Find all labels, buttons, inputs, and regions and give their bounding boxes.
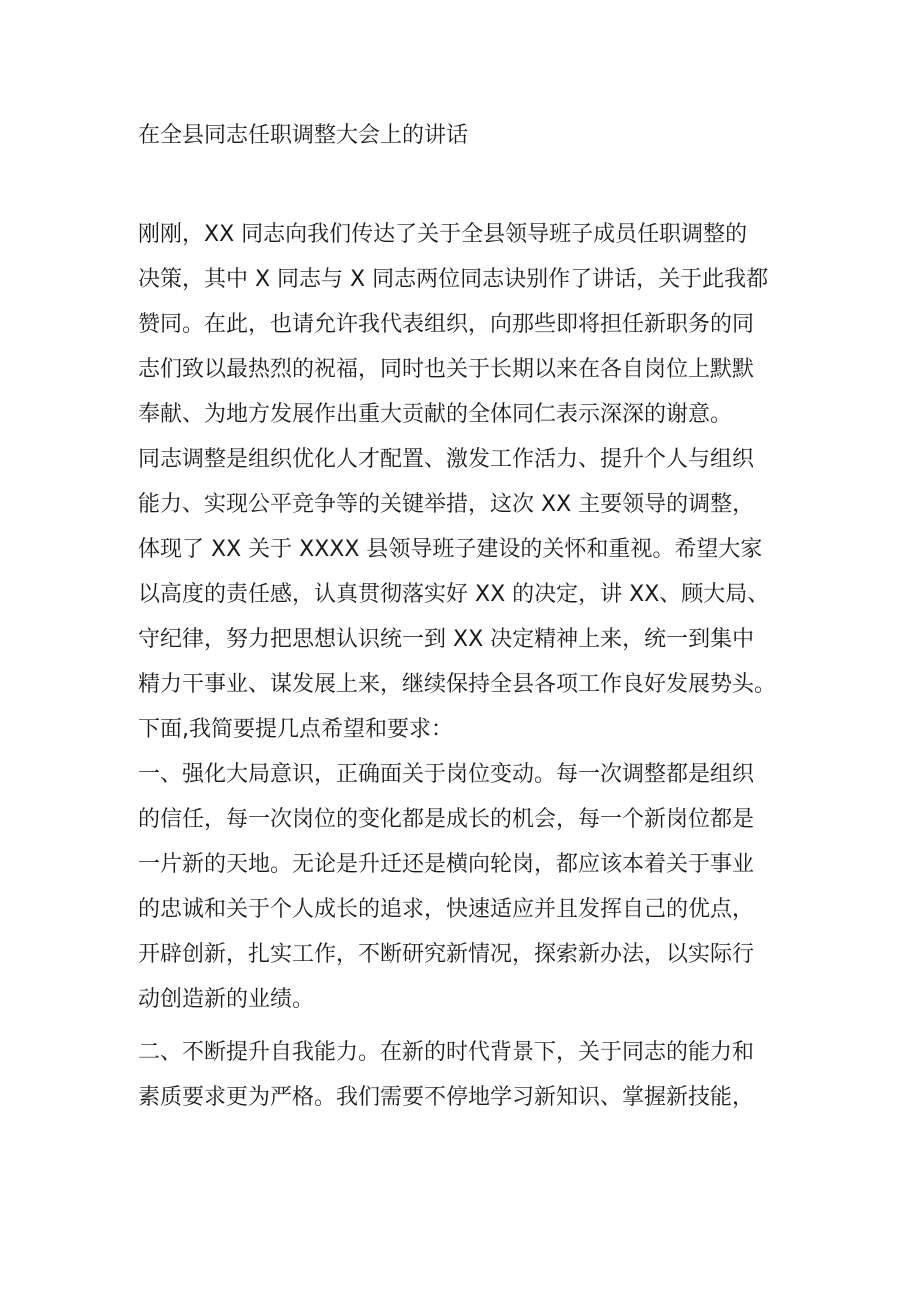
text-line: 以高度的责任感，认真贯彻落实好 XX 的决定，讲 XX、顾大局、 bbox=[138, 582, 770, 607]
paragraph-point-two bbox=[138, 1030, 788, 1120]
text-line: 奉献、为地方发展作出重大贡献的全体同仁表示深深的谢意。 bbox=[138, 402, 733, 427]
paragraph-gap bbox=[138, 1022, 788, 1030]
paragraph-adjustment bbox=[138, 437, 788, 707]
text-line: 开辟创新，扎实工作，不断研究新情况，探索新办法，以实际行 bbox=[138, 942, 755, 967]
text-line: 二、不断提升自我能力。在新的时代背景下，关于同志的能力和 bbox=[138, 1040, 755, 1065]
text-line: 的信任，每一次岗位的变化都是成长的机会，每一个新岗位都是 bbox=[138, 807, 755, 832]
text-line: 志们致以最热烈的祝福，同时也关于长期以来在各自岗位上默默 bbox=[138, 357, 755, 382]
text-line: 体现了 XX 关于 XXXX 县领导班子建设的关怀和重视。希望大家 bbox=[138, 537, 763, 562]
document-body bbox=[138, 212, 788, 1120]
document-title: 在全县同志任职调整大会上的讲话 bbox=[138, 123, 469, 148]
paragraph-point-one bbox=[138, 752, 788, 1022]
text-line: 素质要求更为严格。我们需要不停地学习新知识、掌握新技能， bbox=[138, 1085, 755, 1110]
text-line: 动创造新的业绩。 bbox=[138, 987, 315, 1012]
text-line: 能力、实现公平竞争等的关键举措，这次 XX 主要领导的调整， bbox=[138, 492, 755, 517]
text-line: 一片新的天地。无论是升迁还是横向轮岗，都应该本着关于事业 bbox=[138, 852, 755, 877]
text-line: 一、强化大局意识，正确面关于岗位变动。每一次调整都是组织 bbox=[138, 762, 755, 787]
text-line: 决策，其中 X 同志与 X 同志两位同志诀别作了讲话，关于此我都 bbox=[138, 267, 769, 292]
paragraph-opening bbox=[138, 212, 788, 437]
text-line: 精力干事业、谋发展上来，继续保持全县各项工作良好发展势头。 bbox=[138, 672, 777, 697]
text-line: 的忠诚和关于个人成长的追求，快速适应并且发挥自己的优点， bbox=[138, 897, 755, 922]
text-line: 下面,我简要提几点希望和要求： bbox=[138, 717, 453, 742]
text-line: 同志调整是组织优化人才配置、激发工作活力、提升个人与组织 bbox=[138, 447, 755, 472]
text-line: 刚刚，XX 同志向我们传达了关于全县领导班子成员任职调整的 bbox=[138, 222, 748, 247]
text-line: 守纪律，努力把思想认识统一到 XX 决定精神上来，统一到集中 bbox=[138, 627, 755, 652]
text-line: 赞同。在此，也请允许我代表组织，向那些即将担任新职务的同 bbox=[138, 312, 755, 337]
paragraph-intro-requirements bbox=[138, 707, 788, 752]
